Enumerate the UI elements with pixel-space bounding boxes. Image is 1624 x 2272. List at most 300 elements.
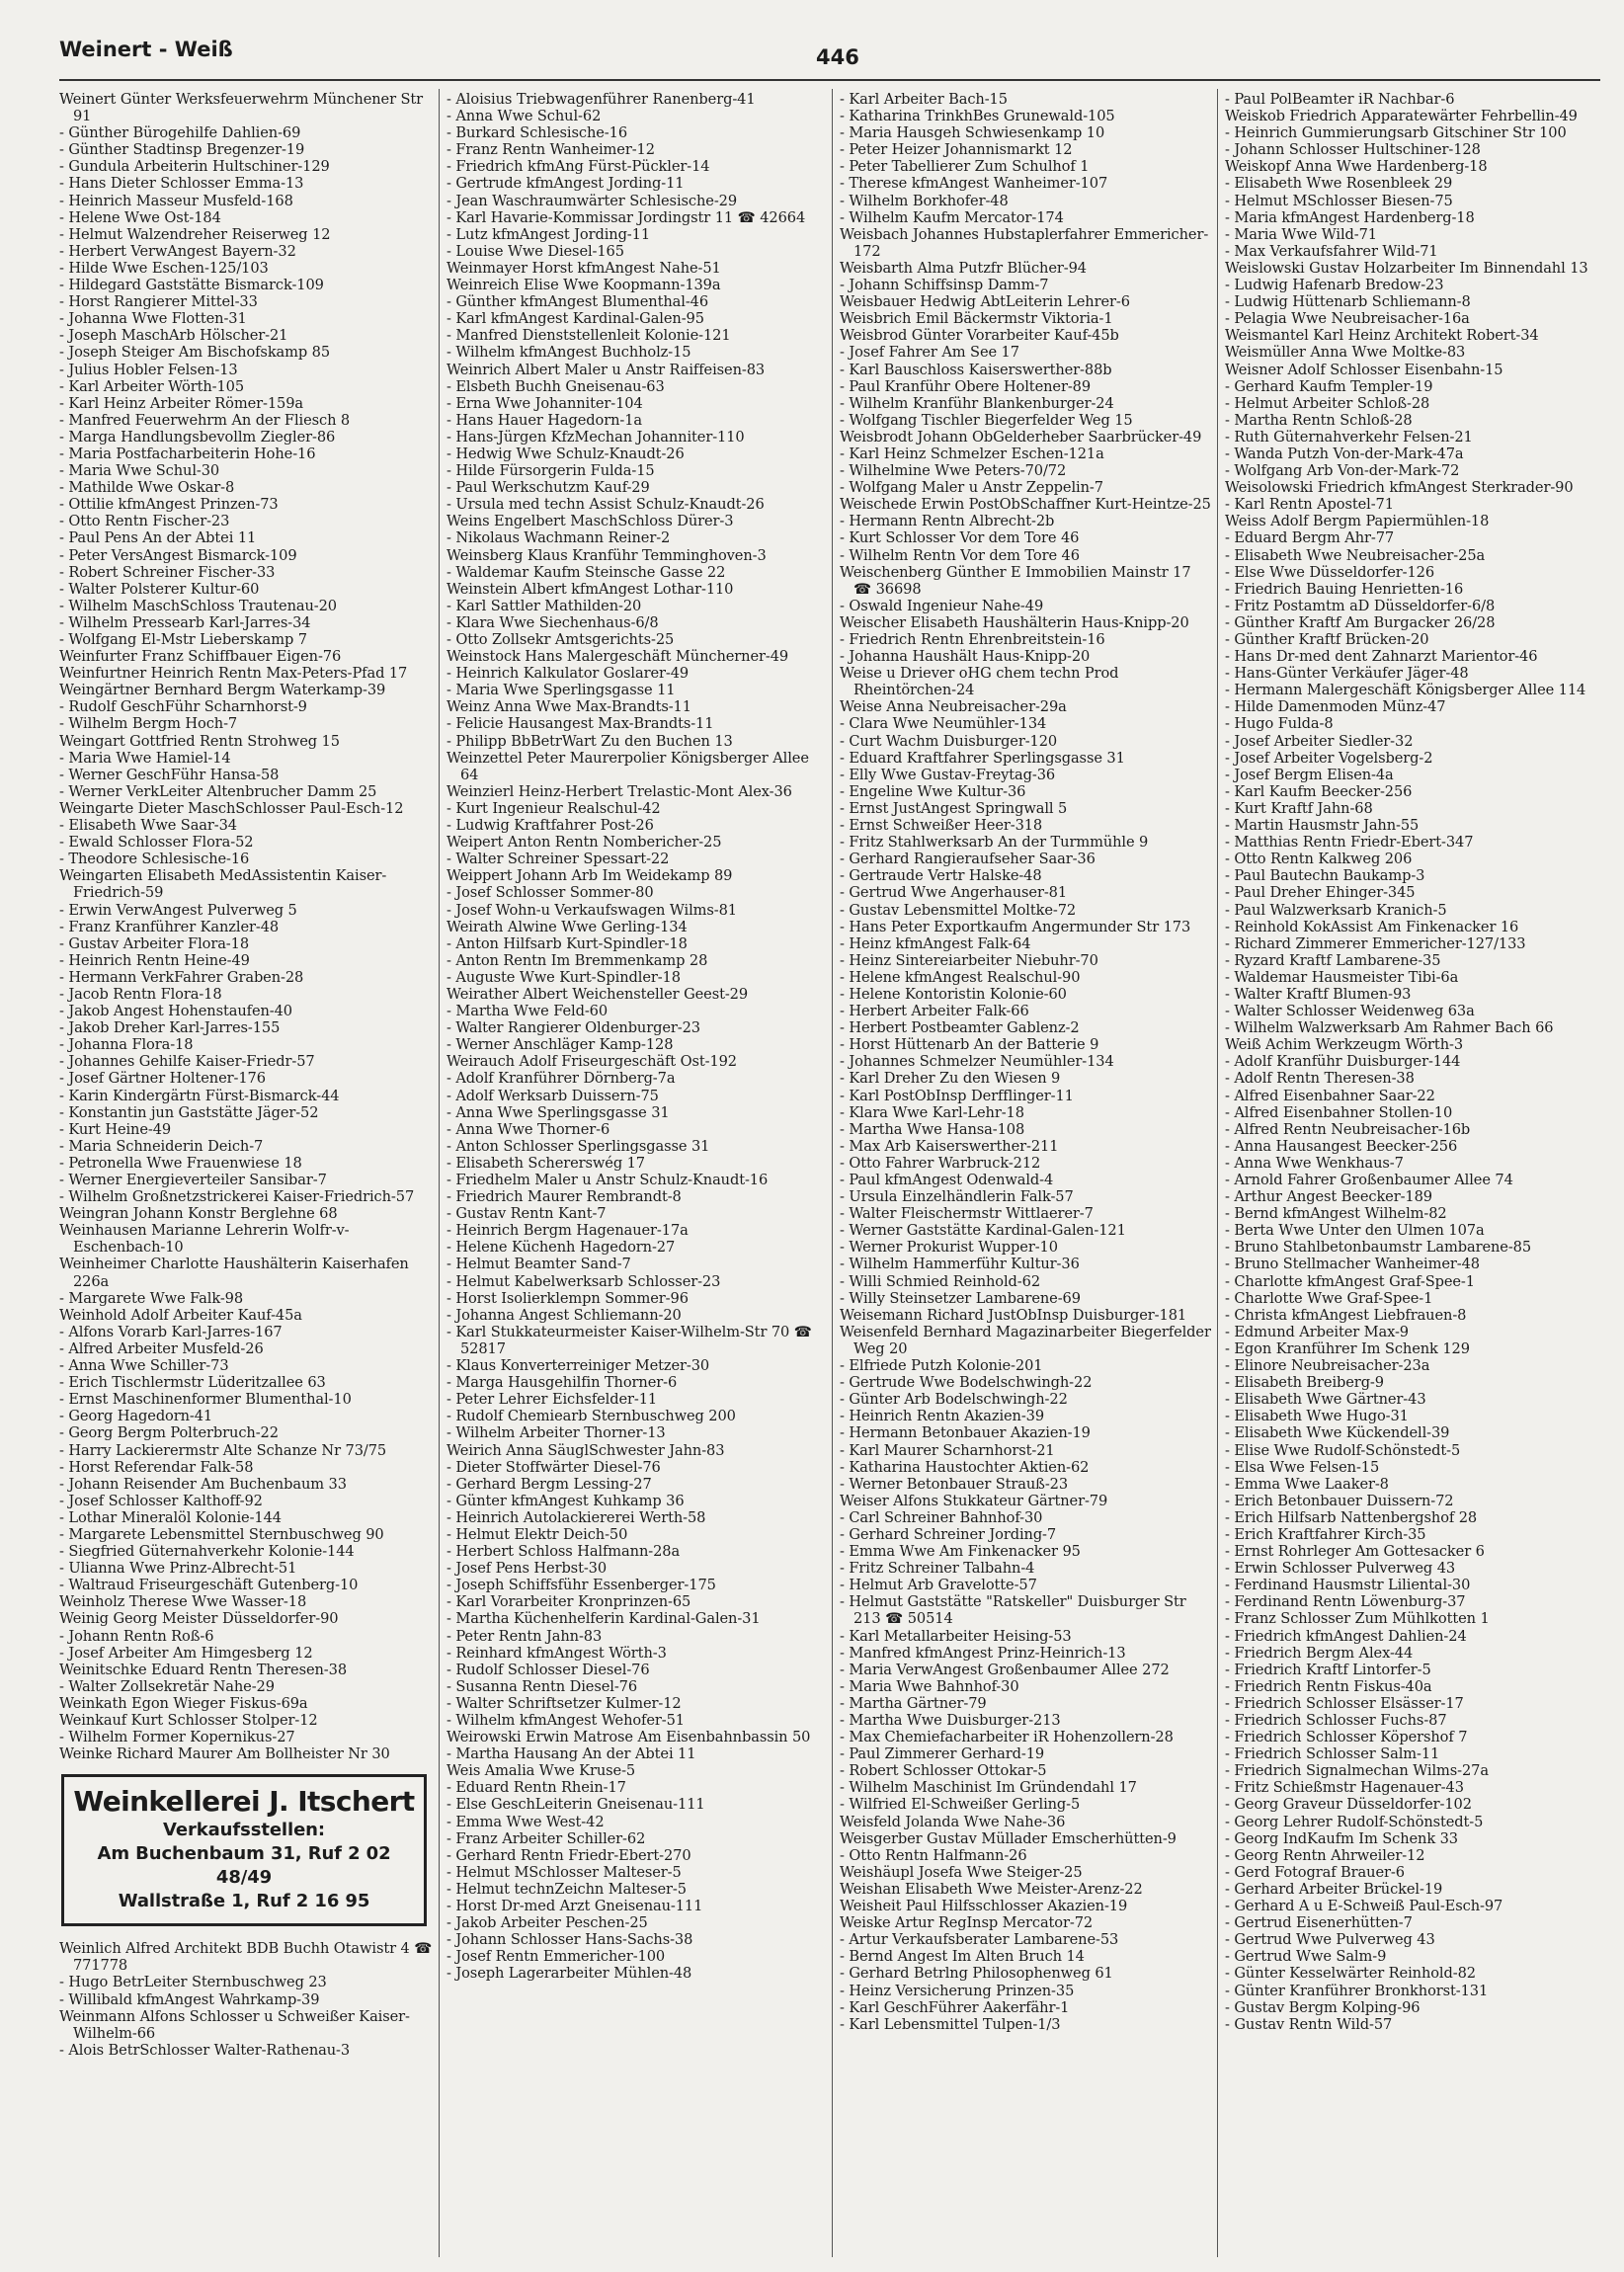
directory-entry: - Else GeschLeiterin Gneisenau-111 [447, 1796, 705, 1814]
directory-entry: Weischenberg Günther E Immobilien Mainstr 17 ☎ 36698 [840, 563, 1191, 598]
directory-entry: - Alfred Eisenbahner Saar-22 [1225, 1087, 1435, 1104]
directory-entry: Weinlich Alfred Architekt BDB Buchh Otawistr 4 ☎ 771778 [59, 1940, 433, 1975]
directory-entry: - Hans-Günter Verkäufer Jäger-48 [1225, 665, 1469, 683]
directory-entry: - Josef Pens Herbst-30 [447, 1560, 608, 1578]
directory-entry: - Maria Wwe Bahnhof-30 [840, 1677, 1019, 1695]
column-4 [1225, 91, 1598, 2254]
directory-entry: - Lutz kfmAngest Jording-11 [447, 225, 651, 243]
directory-entry: - Karl Vorarbeiter Kronprinzen-65 [447, 1593, 691, 1611]
directory-entry: - Martha Wwe Feld-60 [447, 1003, 609, 1020]
directory-entry: - Bruno Stellmacher Wanheimer-48 [1225, 1256, 1480, 1273]
directory-entry: - Hans Hauer Hagedorn-1a [447, 411, 643, 429]
directory-entry: - Felicie Hausangest Max-Brandts-11 [447, 715, 714, 733]
directory-entry: - Hans Dr-med dent Zahnarzt Marientor-46 [1225, 648, 1538, 666]
directory-entry: - Paul Walzwerksarb Kranich-5 [1225, 901, 1447, 919]
directory-entry: Weippert Johann Arb Im Weidekamp 89 [447, 867, 733, 885]
directory-entry: - Karl Heinz Arbeiter Römer-159a [59, 394, 304, 412]
directory-entry: - Heinz Versicherung Prinzen-35 [840, 1982, 1075, 1999]
directory-entry: - Heinrich Bergm Hagenauer-17a [447, 1222, 689, 1240]
directory-entry: - Johann Schlosser Hultschiner-128 [1225, 141, 1481, 159]
directory-entry: - Friedrich Kraftf Lintorfer-5 [1225, 1661, 1431, 1678]
directory-entry: Weinkath Egon Wieger Fiskus-69a [59, 1694, 308, 1712]
directory-entry: - Friedrich Maurer Rembrandt-8 [447, 1188, 682, 1206]
directory-entry: - Ferdinand Rentn Löwenburg-37 [1225, 1593, 1466, 1611]
directory-entry: - Wilhelm Bergm Hoch-7 [59, 715, 238, 733]
directory-entry: - Josef Gärtner Holtener-176 [59, 1070, 266, 1088]
directory-entry: - Max Verkaufsfahrer Wild-71 [1225, 242, 1438, 260]
directory-entry: - Josef Arbeiter Vogelsberg-2 [1225, 749, 1433, 767]
directory-entry: - Arthur Angest Beecker-189 [1225, 1188, 1432, 1206]
directory-entry: - Erich Betonbauer Duissern-72 [1225, 1492, 1454, 1509]
directory-entry: - Franz Kranführer Kanzler-48 [59, 918, 280, 935]
directory-entry: - Hermann Rentn Albrecht-2b [840, 513, 1055, 530]
directory-entry: - Jakob Arbeiter Peschen-25 [447, 1914, 648, 1932]
directory-entry: - Ferdinand Hausmstr Liliental-30 [1225, 1577, 1471, 1594]
directory-entry: - Reinhard kfmAngest Wörth-3 [447, 1644, 667, 1662]
directory-entry: - Helmut MSchlosser Malteser-5 [447, 1863, 682, 1881]
directory-entry: Weisbauer Hedwig AbtLeiterin Lehrer-6 [840, 293, 1130, 311]
directory-entry: - Elisabeth Wwe Hugo-31 [1225, 1408, 1409, 1425]
directory-entry: - Gertrude Wwe Bodelschwingh-22 [840, 1374, 1093, 1392]
directory-entry: - Otto Rentn Fischer-23 [59, 513, 230, 530]
directory-entry: - Gerhard Rentn Friedr-Ebert-270 [447, 1846, 691, 1864]
directory-entry: - Christa kfmAngest Liebfrauen-8 [1225, 1306, 1467, 1324]
directory-entry: - Martin Hausmstr Jahn-55 [1225, 817, 1420, 835]
directory-entry: Weiser Alfons Stukkateur Gärtner-79 [840, 1492, 1108, 1509]
directory-entry: - Friedrich Schlosser Fuchs-87 [1225, 1712, 1447, 1729]
directory-entry: - Werner Betonbauer Strauß-23 [840, 1475, 1069, 1493]
directory-entry: - Wilhelm MaschSchloss Trautenau-20 [59, 597, 337, 614]
directory-entry: - Engeline Wwe Kultur-36 [840, 782, 1026, 800]
directory-entry: - Wolfgang Arb Von-der-Mark-72 [1225, 462, 1460, 480]
directory-entry: - Georg Graveur Düsseldorfer-102 [1225, 1796, 1472, 1814]
directory-entry: - Hans-Jürgen KfzMechan Johanniter-110 [447, 428, 745, 446]
directory-entry: - Auguste Wwe Kurt-Spindler-18 [447, 968, 681, 986]
directory-entry: - Gerhard A u E-Schweiß Paul-Esch-97 [1225, 1898, 1503, 1915]
directory-entry: Weinfurter Franz Schiffbauer Eigen-76 [59, 648, 342, 666]
directory-entry: - Emma Wwe Am Finkenacker 95 [840, 1543, 1081, 1561]
directory-entry: - Eduard Bergm Ahr-77 [1225, 529, 1395, 547]
directory-entry: - Willi Schmied Reinhold-62 [840, 1272, 1041, 1290]
directory-entry: - Heinrich Autolackiererei Werth-58 [447, 1508, 706, 1526]
directory-entry: - Karl Kaufm Beecker-256 [1225, 782, 1413, 800]
directory-entry: - Jakob Angest Hohenstaufen-40 [59, 1003, 292, 1020]
directory-entry: - Gundula Arbeiterin Hultschiner-129 [59, 158, 330, 176]
directory-entry: - Walter Schriftsetzer Kulmer-12 [447, 1694, 682, 1712]
directory-entry: - Ursula med techn Assist Schulz-Knaudt-26 [447, 496, 765, 514]
directory-entry: - Horst Dr-med Arzt Gneisenau-111 [447, 1898, 703, 1915]
directory-entry: Weischede Erwin PostObSchaffner Kurt-Heintze-25 [840, 496, 1211, 514]
directory-entry: - Maria Wwe Sperlingsgasse 11 [447, 682, 676, 699]
directory-entry: - Ludwig Hafenarb Bredow-23 [1225, 277, 1444, 294]
directory-entry: Weisheit Paul Hilfsschlosser Akazien-19 [840, 1898, 1128, 1915]
directory-entry: - Karl Heinz Schmelzer Eschen-121a [840, 445, 1104, 462]
directory-entry: - Karl Stukkateurmeister Kaiser-Wilhelm-Str 70 ☎ 52817 [447, 1323, 812, 1357]
directory-entry: - Susanna Rentn Diesel-76 [447, 1677, 638, 1695]
directory-entry: - Günter Arb Bodelschwingh-22 [840, 1391, 1068, 1409]
directory-entry: - Max Chemiefacharbeiter iR Hohenzollern-28 [840, 1729, 1174, 1746]
directory-entry: - Karl Lebensmittel Tulpen-1/3 [840, 2015, 1061, 2033]
directory-entry: - Walter Schlosser Weidenweg 63a [1225, 1003, 1475, 1020]
directory-entry: - Arnold Fahrer Großenbaumer Allee 74 [1225, 1172, 1513, 1188]
directory-entry: - Matthias Rentn Friedr-Ebert-347 [1225, 834, 1474, 852]
directory-entry: - Kurt Kraftf Jahn-68 [1225, 799, 1373, 817]
header-rule [59, 79, 1600, 81]
directory-entry: - Fritz Stahlwerksarb An der Turmmühle 9 [840, 834, 1149, 852]
directory-entry: - Curt Wachm Duisburger-120 [840, 732, 1058, 750]
directory-entry: - Anna Wwe Thorner-6 [447, 1120, 610, 1138]
directory-entry: - Erich Kraftfahrer Kirch-35 [1225, 1525, 1426, 1543]
directory-entry: - Otto Zollsekr Amtsgerichts-25 [447, 631, 675, 648]
directory-entry: - Elinore Neubreisacher-23a [1225, 1357, 1430, 1375]
directory-entry: Weisbarth Alma Putzfr Blücher-94 [840, 259, 1087, 277]
directory-entry: Weinstock Hans Malergeschäft Müncherner-49 [447, 648, 789, 666]
directory-entry: - Friedrich Rentn Ehrenbreitstein-16 [840, 631, 1105, 648]
directory-entry: Weisenfeld Bernhard Magazinarbeiter Biegerfelder Weg 20 [840, 1323, 1211, 1357]
directory-entry: - Günther Kraftf Brücken-20 [1225, 631, 1429, 648]
directory-entry: - Wilhelm Hammerführ Kultur-36 [840, 1256, 1080, 1273]
entries-before-ad [59, 91, 433, 1762]
directory-entry: - Horst Isolierklempn Sommer-96 [447, 1289, 689, 1307]
directory-entry: - Gertrude kfmAngest Jording-11 [447, 175, 685, 193]
directory-entry: - Ernst Maschinenformer Blumenthal-10 [59, 1391, 352, 1409]
directory-entry: - Elisabeth Wwe Kückendell-39 [1225, 1424, 1450, 1442]
directory-entry: - Friedrich kfmAngest Dahlien-24 [1225, 1627, 1467, 1645]
page-number: 446 [816, 45, 859, 69]
directory-entry: - Otto Fahrer Warbruck-212 [840, 1154, 1041, 1172]
directory-entry: - Friedrich Schlosser Köpershof 7 [1225, 1729, 1468, 1746]
directory-entry: - Anna Wwe Schiller-73 [59, 1357, 229, 1375]
directory-entry: - Hermann Malergeschäft Königsberger Allee 114 [1225, 682, 1586, 699]
directory-entry: - Philipp BbBetrWart Zu den Buchen 13 [447, 732, 733, 750]
directory-entry: - Walter Zollsekretär Nahe-29 [59, 1677, 275, 1695]
directory-entry: - Günther Kraftf Am Burgacker 26/28 [1225, 613, 1496, 631]
directory-entry: - Georg Rentn Ahrweiler-12 [1225, 1846, 1425, 1864]
directory-entry: Weislowski Gustav Holzarbeiter Im Binnendahl 13 [1225, 259, 1588, 277]
directory-entry: - Fritz Postamtm aD Düsseldorfer-6/8 [1225, 597, 1496, 614]
directory-entry: - Paul kfmAngest Odenwald-4 [840, 1172, 1054, 1188]
directory-entry: - Anton Hilfsarb Kurt-Spindler-18 [447, 934, 688, 952]
directory-entry: - Elisabeth Wwe Saar-34 [59, 817, 237, 835]
directory-entry: - Hilde Fürsorgerin Fulda-15 [447, 462, 655, 480]
directory-entry: - Otto Rentn Kalkweg 206 [1225, 851, 1413, 868]
directory-entry: - Maria Wwe Wild-71 [1225, 225, 1377, 243]
directory-entry: - Werner Prokurist Wupper-10 [840, 1239, 1058, 1257]
directory-entry: - Theodore Schlesische-16 [59, 851, 250, 868]
directory-entry: - Johanna Haushält Haus-Knipp-20 [840, 648, 1091, 666]
directory-entry: - Martha Wwe Hansa-108 [840, 1120, 1025, 1138]
directory-entry: - Karl Havarie-Kommissar Jordingstr 11 ☎ 42664 [447, 208, 806, 226]
directory-entry: - Johanna Angest Schliemann-20 [447, 1306, 682, 1324]
directory-entry: - Josef Arbeiter Am Himgesberg 12 [59, 1644, 313, 1662]
directory-entry: - Anton Schlosser Sperlingsgasse 31 [447, 1137, 710, 1155]
advertisement [61, 1774, 427, 1926]
directory-entry: - Josef Wohn-u Verkaufswagen Wilms-81 [447, 901, 737, 919]
directory-entry: - Rudolf Schlosser Diesel-76 [447, 1661, 650, 1678]
directory-entry: - Günter Kranführer Bronkhorst-131 [1225, 1982, 1489, 1999]
ad-title: Weinkellerei J. Itschert [73, 1785, 415, 1819]
directory-entry: Weisbach Johannes Hubstaplerfahrer Emmericher-172 [840, 225, 1209, 260]
directory-entry: - Walter Kraftf Blumen-93 [1225, 985, 1412, 1003]
directory-entry: - Reinhold KokAssist Am Finkenacker 16 [1225, 918, 1519, 935]
directory-entry: - Heinrich Kalkulator Goslarer-49 [447, 665, 690, 683]
column-divider [1217, 89, 1218, 2257]
directory-entry: Weise Anna Neubreisacher-29a [840, 698, 1067, 716]
directory-entry: - Manfred Dienststellenleit Kolonie-121 [447, 327, 731, 345]
directory-entry: - Franz Rentn Wanheimer-12 [447, 141, 655, 159]
directory-entry: - Josef Arbeiter Siedler-32 [1225, 732, 1414, 750]
directory-entry: - Ludwig Hüttenarb Schliemann-8 [1225, 293, 1471, 311]
directory-entry: - Helene Kontoristin Kolonie-60 [840, 985, 1067, 1003]
directory-entry: Weinrich Albert Maler u Anstr Raiffeisen-83 [447, 361, 766, 378]
directory-entry: Weingarte Dieter MaschSchlosser Paul-Esch-12 [59, 799, 404, 817]
directory-entry: - Heinrich Rentn Akazien-39 [840, 1408, 1045, 1425]
directory-entry: - Waldemar Kaufm Steinsche Gasse 22 [447, 563, 726, 581]
directory-entry: - Margarete Lebensmittel Sternbuschweg 90 [59, 1525, 384, 1543]
directory-entry: - Gertrud Eisenerhütten-7 [1225, 1914, 1413, 1932]
directory-entry: - Maria VerwAngest Großenbaumer Allee 272 [840, 1661, 1170, 1678]
ad-line: Verkaufsstellen: [163, 1820, 325, 1841]
directory-entry: - Erwin Schlosser Pulverweg 43 [1225, 1560, 1456, 1578]
directory-entry: - Klara Wwe Karl-Lehr-18 [840, 1103, 1024, 1121]
directory-entry: - Friedrich Bauing Henrietten-16 [1225, 580, 1464, 598]
directory-entry: Weinmann Alfons Schlosser u Schweißer Kaiser-Wilhelm-66 [59, 2007, 410, 2042]
directory-entry: - Ernst JustAngest Springwall 5 [840, 799, 1068, 817]
directory-entry: Weisbrich Emil Bäckermstr Viktoria-1 [840, 310, 1113, 328]
directory-entry: - Wilhelm Kaufm Mercator-174 [840, 208, 1064, 226]
directory-entry: Weinmayer Horst kfmAngest Nahe-51 [447, 259, 721, 277]
directory-entry: - Helmut Arbeiter Schloß-28 [1225, 394, 1430, 412]
directory-entry: - Günther Stadtinsp Bregenzer-19 [59, 141, 305, 159]
directory-entry: - Karl kfmAngest Kardinal-Galen-95 [447, 310, 704, 328]
directory-entry: - Wilhelm Borkhofer-48 [840, 192, 1009, 209]
directory-entry: - Paul Kranführ Obere Holtener-89 [840, 377, 1092, 395]
directory-entry: - Gerhard Arbeiter Brückel-19 [1225, 1880, 1443, 1898]
directory-entry: - Gerhard Rangieraufseher Saar-36 [840, 851, 1096, 868]
directory-entry: - Alois BetrSchlosser Walter-Rathenau-3 [59, 2041, 351, 2059]
directory-entry: - Karl Metallarbeiter Heising-53 [840, 1627, 1072, 1645]
directory-entry: - Aloisius Triebwagenführer Ranenberg-41 [447, 91, 756, 108]
directory-entry: - Kurt Ingenieur Realschul-42 [447, 799, 661, 817]
directory-entry: - Helmut Gaststätte "Ratskeller" Duisburger Str 213 ☎ 50514 [840, 1593, 1186, 1628]
directory-entry: - Anna Wwe Schul-62 [447, 108, 602, 125]
directory-entry: - Friedrich Bergm Alex-44 [1225, 1644, 1414, 1662]
directory-entry: - Heinrich Rentn Heine-49 [59, 951, 250, 969]
directory-entry: - Marga Hausgehilfin Thorner-6 [447, 1374, 678, 1392]
directory-entry: - Wolfgang Tischler Biegerfelder Weg 15 [840, 411, 1133, 429]
directory-entry: - Else Wwe Düsseldorfer-126 [1225, 563, 1435, 581]
directory-entry: - Oswald Ingenieur Nahe-49 [840, 597, 1044, 614]
directory-entry: - Gerd Fotograf Brauer-6 [1225, 1863, 1405, 1881]
directory-entry: - Günther kfmAngest Blumenthal-46 [447, 293, 709, 311]
entries-after-ad [59, 1940, 433, 2059]
directory-entry: Weisolowski Friedrich kfmAngest Sterkrader-90 [1225, 479, 1574, 497]
directory-entry: - Wilhelm kfmAngest Buchholz-15 [447, 344, 691, 362]
directory-entry: - Pelagia Wwe Neubreisacher-16a [1225, 310, 1470, 328]
directory-entry: - Gustav Lebensmittel Moltke-72 [840, 901, 1077, 919]
directory-entry: - Peter Heizer Johannismarkt 12 [840, 141, 1073, 159]
directory-entry: - Ulianna Wwe Prinz-Albrecht-51 [59, 1560, 297, 1578]
directory-entry: - Maria Wwe Schul-30 [59, 462, 220, 480]
directory-entry: - Anna Wwe Wenkhaus-7 [1225, 1154, 1404, 1172]
directory-entry: - Johanna Flora-18 [59, 1036, 194, 1054]
directory-entry: Weinfurtner Heinrich Rentn Max-Peters-Pfad 17 [59, 665, 408, 683]
directory-entry: Weinheimer Charlotte Haushälterin Kaiserhafen 226a [59, 1256, 409, 1290]
directory-entry: - Johann Schiffsinsp Damm-7 [840, 277, 1049, 294]
directory-entry: - Herbert VerwAngest Bayern-32 [59, 242, 296, 260]
directory-entry: - Peter Tabellierer Zum Schulhof 1 [840, 158, 1090, 176]
directory-entry: - Maria Hausgeh Schwiesenkamp 10 [840, 124, 1105, 142]
directory-entry: - Ewald Schlosser Flora-52 [59, 834, 254, 852]
directory-entry: - Katharina Haustochter Aktien-62 [840, 1458, 1090, 1476]
ad-line: Am Buchenbaum 31, Ruf 2 02 48/49 [97, 1843, 391, 1889]
directory-entry: - Wilhelm Rentn Vor dem Tore 46 [840, 546, 1080, 564]
directory-entry: - Josef Schlosser Sommer-80 [447, 884, 654, 902]
directory-entry: - Elise Wwe Rudolf-Schönstedt-5 [1225, 1441, 1461, 1459]
directory-entry: - Petronella Wwe Frauenwiese 18 [59, 1154, 302, 1172]
directory-entry: Weismüller Anna Wwe Moltke-83 [1225, 344, 1466, 362]
directory-entry: - Bernd Angest Im Alten Bruch 14 [840, 1948, 1085, 1966]
directory-entry: - Martha Wwe Duisburger-213 [840, 1712, 1061, 1729]
directory-entry: Weinzierl Heinz-Herbert Trelastic-Mont Alex-36 [447, 782, 792, 800]
directory-entry: Weisbrodt Johann ObGelderheber Saarbrücker-49 [840, 428, 1202, 446]
directory-entry: - Karl PostObInsp Derfflinger-11 [840, 1087, 1074, 1104]
directory-entry: - Paul Pens An der Abtei 11 [59, 529, 257, 547]
directory-entry: - Elfriede Putzh Kolonie-201 [840, 1357, 1043, 1375]
directory-entry: - Nikolaus Wachmann Reiner-2 [447, 529, 671, 547]
directory-entry: - Werner Gaststätte Kardinal-Galen-121 [840, 1222, 1126, 1240]
directory-entry: - Rudolf Chemiearb Sternbuschweg 200 [447, 1408, 736, 1425]
directory-entry: - Gustav Bergm Kolping-96 [1225, 1998, 1421, 2016]
directory-entry: Weis Amalia Wwe Kruse-5 [447, 1762, 636, 1780]
directory-entry: - Katharina TrinkhBes Grunewald-105 [840, 108, 1115, 125]
directory-entry: - Horst Referendar Falk-58 [59, 1458, 254, 1476]
directory-entry: - Elisabeth Breiberg-9 [1225, 1374, 1384, 1392]
directory-entry: - Gustav Rentn Kant-7 [447, 1205, 607, 1223]
directory-entry: - Karl Arbeiter Wörth-105 [59, 377, 245, 395]
ad-line: Wallstraße 1, Ruf 2 16 95 [118, 1891, 370, 1912]
directory-entry: - Peter Rentn Jahn-83 [447, 1627, 603, 1645]
directory-entry: - Ruth Güternahverkehr Felsen-21 [1225, 428, 1473, 446]
directory-entry: - Emma Wwe Laaker-8 [1225, 1475, 1389, 1493]
directory-entry: - Ursula Einzelhändlerin Falk-57 [840, 1188, 1074, 1206]
directory-entry: - Georg IndKaufm Im Schenk 33 [1225, 1829, 1458, 1847]
directory-entry: - Alfons Vorarb Karl-Jarres-167 [59, 1323, 283, 1340]
directory-entry: - Karl Maurer Scharnhorst-21 [840, 1441, 1055, 1459]
directory-entry: - Karl Dreher Zu den Wiesen 9 [840, 1070, 1061, 1088]
directory-entry: - Josef Rentn Emmericher-100 [447, 1948, 666, 1966]
directory-entry: - Eduard Kraftfahrer Sperlingsgasse 31 [840, 749, 1125, 767]
directory-entry: - Paul Bautechn Baukamp-3 [1225, 867, 1425, 885]
directory-entry: - Joseph MaschArb Hölscher-21 [59, 327, 288, 345]
directory-entry: - Gertraude Vertr Halske-48 [840, 867, 1042, 885]
directory-entry: - Horst Hüttenarb An der Batterie 9 [840, 1036, 1099, 1054]
directory-entry: - Wanda Putzh Von-der-Mark-47a [1225, 445, 1464, 462]
directory-entry: Weisbrod Günter Vorarbeiter Kauf-45b [840, 327, 1119, 345]
directory-entry: - Karin Kindergärtn Fürst-Bismarck-44 [59, 1087, 340, 1104]
directory-entry: - Waltraud Friseurgeschäft Gutenberg-10 [59, 1577, 359, 1594]
directory-entry: - Harry Lackierermstr Alte Schanze Nr 73/75 [59, 1441, 387, 1459]
column-2 [447, 91, 820, 2254]
directory-entry: - Karl GeschFührer Aakerfähr-1 [840, 1998, 1070, 2016]
directory-entry: - Josef Bergm Elisen-4a [1225, 766, 1394, 783]
directory-entry: - Charlotte kfmAngest Graf-Spee-1 [1225, 1272, 1475, 1290]
directory-entry: - Adolf Rentn Theresen-38 [1225, 1070, 1415, 1088]
directory-entry: - Dieter Stoffwärter Diesel-76 [447, 1458, 661, 1476]
directory-entry: - Julius Hobler Felsen-13 [59, 361, 238, 378]
directory-entry: Weisemann Richard JustObInsp Duisburger-181 [840, 1306, 1187, 1324]
directory-entry: - Joseph Steiger Am Bischofskamp 85 [59, 344, 331, 362]
directory-entry: - Maria kfmAngest Hardenberg-18 [1225, 208, 1475, 226]
directory-entry: - Herbert Schloss Halfmann-28a [447, 1543, 681, 1561]
directory-entry: - Erich Tischlermstr Lüderitzallee 63 [59, 1374, 326, 1392]
directory-entry: - Hugo BetrLeiter Sternbuschweg 23 [59, 1974, 327, 1991]
directory-entry: - Artur Verkaufsberater Lambarene-53 [840, 1931, 1119, 1949]
directory-entry: - Helene Küchenh Hagedorn-27 [447, 1239, 676, 1257]
directory-entry: - Wilhelm kfmAngest Wehofer-51 [447, 1712, 685, 1729]
directory-entry: - Friedrich Signalmechan Wilms-27a [1225, 1762, 1489, 1780]
directory-entry: - Karl Bauschloss Kaiserswerther-88b [840, 361, 1112, 378]
directory-entry: - Hugo Fulda-8 [1225, 715, 1334, 733]
directory-entry: - Wolfgang Maler u Anstr Zeppelin-7 [840, 479, 1103, 497]
directory-entry: - Jacob Rentn Flora-18 [59, 985, 222, 1003]
directory-entry: - Richard Zimmerer Emmericher-127/133 [1225, 934, 1526, 952]
directory-entry: - Hans Dieter Schlosser Emma-13 [59, 175, 304, 193]
directory-entry: - Gertrud Wwe Salm-9 [1225, 1948, 1387, 1966]
directory-entry: - Rudolf GeschFühr Scharnhorst-9 [59, 698, 307, 716]
directory-entry: - Hilde Wwe Eschen-125/103 [59, 259, 269, 277]
directory-entry: - Friedhelm Maler u Anstr Schulz-Knaudt-16 [447, 1172, 769, 1188]
directory-entry: - Gerhard Kaufm Templer-19 [1225, 377, 1433, 395]
directory-entry: Weinholz Therese Wwe Wasser-18 [59, 1593, 307, 1611]
directory-entry: - Elly Wwe Gustav-Freytag-36 [840, 766, 1056, 783]
directory-entry: - Wilfried El-Schweißer Gerling-5 [840, 1796, 1081, 1814]
directory-entry: - Hilde Damenmoden Münz-47 [1225, 698, 1446, 716]
directory-entry: Weinzettel Peter Maurerpolier Königsberger Allee 64 [447, 749, 809, 783]
directory-entry: - Peter Lehrer Eichsfelder-11 [447, 1391, 658, 1409]
directory-entry: Weischer Elisabeth Haushälterin Haus-Knipp-20 [840, 613, 1189, 631]
directory-entry: Weisner Adolf Schlosser Eisenbahn-15 [1225, 361, 1503, 378]
directory-entry: Weise u Driever oHG chem techn Prod Rheintörchen-24 [840, 665, 1119, 699]
directory-entry: - Paul Werkschutzm Kauf-29 [447, 479, 650, 497]
directory-entry: Weirauch Adolf Friseurgeschäft Ost-192 [447, 1053, 737, 1071]
directory-entry: - Günter kfmAngest Kuhkamp 36 [447, 1492, 685, 1509]
directory-entry: - Helmut Arb Gravelotte-57 [840, 1577, 1037, 1594]
directory-entry: - Erich Hilfsarb Nattenbergshof 28 [1225, 1508, 1478, 1526]
directory-entry: - Walter Schreiner Spessart-22 [447, 851, 670, 868]
directory-entry: - Johanna Wwe Flotten-31 [59, 310, 247, 328]
directory-entry: - Waldemar Hausmeister Tibi-6a [1225, 968, 1459, 986]
directory-entry: - Konstantin jun Gaststätte Jäger-52 [59, 1103, 319, 1121]
page-header [59, 38, 1600, 77]
directory-entry: - Hedwig Wwe Schulz-Knaudt-26 [447, 445, 685, 462]
directory-entry: - Helmut Beamter Sand-7 [447, 1256, 631, 1273]
directory-entry: - Georg Hagedorn-41 [59, 1408, 213, 1425]
directory-entry: - Friedrich Schlosser Elsässer-17 [1225, 1694, 1464, 1712]
directory-entry: - Georg Lehrer Rudolf-Schönstedt-5 [1225, 1813, 1484, 1830]
directory-entry: - Johannes Gehilfe Kaiser-Friedr-57 [59, 1053, 315, 1071]
directory-entry: Weinhausen Marianne Lehrerin Wolfr-v-Eschenbach-10 [59, 1222, 350, 1257]
directory-entry: - Franz Schlosser Zum Mühlkotten 1 [1225, 1610, 1490, 1628]
directory-entry: - Eduard Rentn Rhein-17 [447, 1779, 626, 1797]
directory-entry: - Wolfgang El-Mstr Lieberskamp 7 [59, 631, 307, 648]
directory-entry: - Helmut Kabelwerksarb Schlosser-23 [447, 1272, 721, 1290]
directory-entry: - Horst Rangierer Mittel-33 [59, 293, 258, 311]
directory-entry: - Wilhelm Walzwerksarb Am Rahmer Bach 66 [1225, 1019, 1554, 1037]
directory-entry: - Willibald kfmAngest Wahrkamp-39 [59, 1990, 320, 2008]
directory-entry: - Edmund Arbeiter Max-9 [1225, 1323, 1409, 1340]
directory-entry: - Walter Polsterer Kultur-60 [59, 580, 260, 598]
